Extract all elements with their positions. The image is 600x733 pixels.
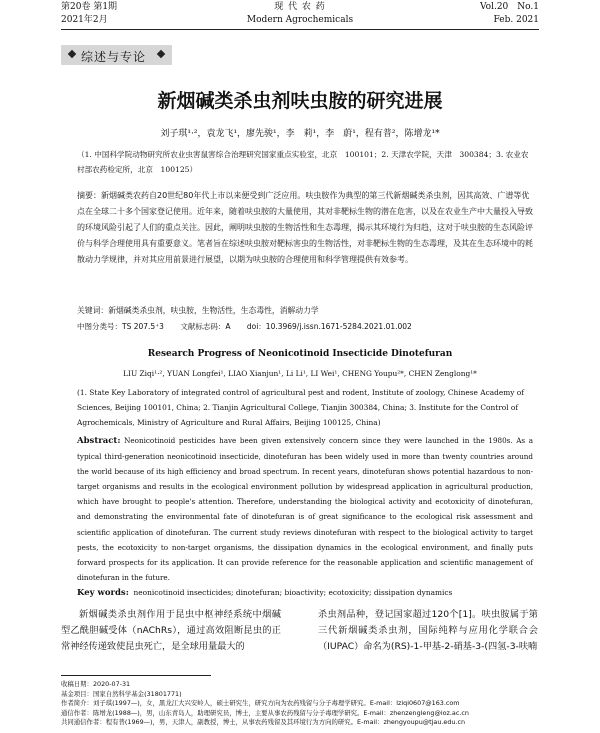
- affiliations-cn: （1. 中国科学院动物研究所农业虫害鼠害综合治理研究国家重点实验室，北京 100101；2. 天津农学院，天津 300384；3. 农业农村部农药检定所，北京 100125）: [77, 150, 529, 174]
- abstract-cn: [77, 188, 533, 268]
- clc-number: 中图分类号：TS 207.5⁺3: [77, 322, 164, 331]
- keywords-en-label: Key words:: [77, 588, 129, 598]
- header-journal-en: Modern Agrochemicals: [246, 15, 354, 25]
- keywords-en: [77, 588, 533, 598]
- header-issue: 第20卷 第1期: [61, 2, 118, 12]
- abstract-en-label: Abstract:: [77, 436, 121, 446]
- header-date-cn: 2021年2月: [61, 15, 108, 25]
- doi[interactable]: doi：10.3969/j.issn.1671-5284.2021.01.002: [246, 322, 412, 331]
- keywords-cn-label: 关键词：: [77, 306, 109, 315]
- keywords-cn: [77, 305, 533, 316]
- footnote-corresponding-author: 通信作者：陈增龙(1988—)，男，山东青岛人，助理研究员，博士，主要从事农药残留与分子毒理学研究。E-mail：zhenzengleng@ioz.ac.cn: [61, 708, 469, 717]
- footnote-first-author: 作者简介：刘子琪(1997—)，女，黑龙江大兴安岭人，硕士研究生，研究方向为农药残留与分子毒理学研究。E-mail：lziqi0607@163.com: [61, 699, 460, 707]
- header-date-en: Feb. 2021: [493, 15, 539, 25]
- keywords-en-text: neonicotinoid insecticides; dinotefuran; bioactivity; ecotoxicity; dissipation dynamics: [133, 588, 453, 597]
- affiliations-en: (1. State Key Laboratory of integrated control of agricultural pest and rodent, Institute of zoology, Chinese Academy of Sciences, Beijing 100101, China; 2. Tianjin Agricultural College, Tianjin 300384, China; 3. Institute for the Control of Agrochemicals, Ministry of Agriculture and Rural Affairs, Beijing 100125, China): [77, 388, 524, 427]
- footnote-funding: 基金项目：国家自然科学基金(31801771): [61, 689, 182, 698]
- diamond-icon: [157, 50, 165, 58]
- abstract-cn-text: 新烟碱类农药自20世纪80年代上市以来便受到广泛应用。呋虫胺作为典型的第三代新烟碱类杀虫剂，因其高效、广谱等优点在全球二十多个国家登记使用。近年来，随着呋虫胺的大量使用，其对非靶标生物的潜在危害，以及在农业生产中大量投入导致的环境风险引起了人们的重点关注。因此，阐明呋虫胺的生物活性和生态毒理，揭示其环境行为归趋，这对于呋虫胺的生态风险评价与科学合理使用具有重要意义。笔者旨在综述呋虫胺对靶标害虫的生物活性，对非靶标生物的生态毒理，及其在生态环境中的耗散动力学规律，并对其应用前景进行展望，以期为呋虫胺的合理使用和科学管理提供有效参考。: [77, 191, 533, 264]
- authors-cn: 刘子琪¹·²，袁龙飞¹，廖先骏¹，李 莉¹，李 蔚¹，程有普²，陈增龙¹*: [160, 129, 440, 139]
- classification-line: [77, 321, 533, 332]
- abstract-en-text: Neonicotinoid pesticides have been given extensively concern since they were launched in the 1980s. As a typical third-generation neonicotinoid insecticide, dinotefuran has been widely used in more than twenty countries around the world because of its high efficiency and broad spectrum. In recent years, dinotefuran shows potential hazardous to non-target organisms and results in the ecological environment pollution by widespread application in agricultural production, which have brought to people's attention. Therefore, understanding the biological activity and ecotoxicity of dinotefuran, and demonstrating the environmental fate of dinotefuran is of great significance to the ecological risk assessment and scientific application of dinotefuran. The current study reviews dinotefuran with respect to the biological activity to target pests, the ecotoxicity to non-target organisms, the dissipation dynamics in the ecological environment, and finally puts forward prospects for its application. It can provide reference for the reasonable application and scientific management of dinotefuran in the future.: [77, 436, 534, 582]
- article-title-cn: 新烟碱类杀虫剂呋虫胺的研究进展: [157, 90, 443, 112]
- section-tag: [61, 45, 172, 65]
- footnote-rule: [61, 675, 211, 676]
- footnote-co-corresponding-author: 共同通信作者：程有普(1969—)，男，天津人，副教授，博士，从事农药残留及其环境行为方向的研究。E-mail：zhengyoupu@tjau.edu.cn: [61, 718, 466, 726]
- header-journal-cn: 现 代 农 药: [274, 2, 326, 12]
- body-column-left: 新烟碱类杀虫剂作用于昆虫中枢神经系统中烟碱型乙酰胆碱受体（nAChRs），通过高效阻断昆虫的正常神经传递致使昆虫死亡，是全球用量最大的: [61, 609, 281, 652]
- body-column-right: 杀虫剂品种，登记国家超过120个[1]。呋虫胺属于第三代新烟碱类杀虫剂，国际纯粹与应用化学联合会（IUPAC）命名为(RS)-1-甲基-2-硝基-3-(四氢-3-呋喃: [318, 609, 538, 652]
- footnote-received: 收稿日期：2020-07-31: [61, 680, 131, 688]
- abstract-cn-label: 摘要：: [77, 191, 101, 200]
- document-code: 文献标志码：A: [180, 322, 231, 331]
- article-title-en: Research Progress of Neonicotinoid Insecticide Dinotefuran: [147, 349, 453, 359]
- footnotes: [61, 680, 541, 728]
- header-rule: [61, 29, 539, 30]
- header-volume: Vol.20 No.1: [479, 2, 539, 12]
- keywords-cn-text: 新烟碱类杀虫剂，呋虫胺，生物活性，生态毒性，消解动力学: [108, 306, 319, 315]
- abstract-en: [77, 433, 533, 585]
- authors-en: LIU Ziqi¹·², YUAN Longfei¹, LIAO Xianjun¹, Li Li¹, LI Wei¹, CHENG Youpu²*, CHEN Zenglong¹*: [123, 369, 477, 378]
- section-tag-label: 综述与专论: [81, 50, 147, 64]
- diamond-icon: [68, 50, 76, 58]
